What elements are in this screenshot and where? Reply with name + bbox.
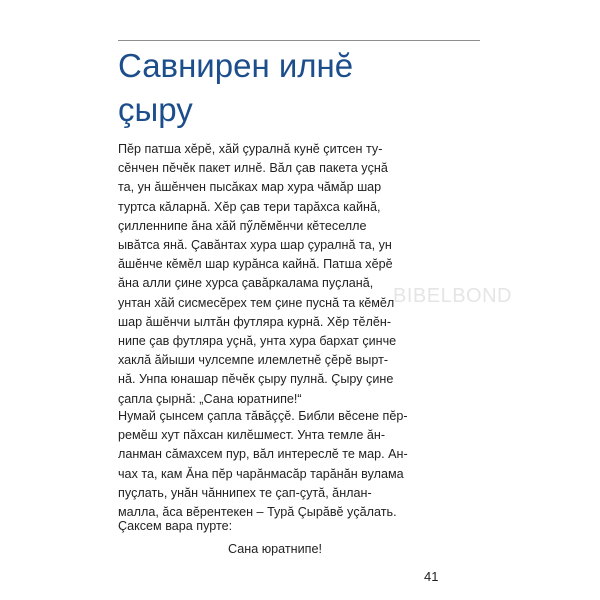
chapter-title-line-2: çыру	[118, 91, 193, 128]
text-line: та, ун ăшĕнчен пысăках мар хура чăмăр шар	[118, 180, 382, 195]
text-line: ланман сăмахсем пур, вăл интереслĕ те мар. Ан-	[118, 447, 408, 462]
text-line: малла, ăса вĕрентекен – Турă Çырăвĕ уçăлать.	[118, 505, 397, 520]
text-line: ăна алли çине хурса çавăркалама пуçланă,	[118, 276, 374, 291]
paragraph-story	[118, 140, 480, 409]
chapter-title	[118, 44, 478, 132]
chapter-title-line-1: Савнирен илнĕ	[118, 47, 354, 84]
page-number: 41	[424, 569, 439, 584]
text-line: сĕнчен пĕчĕк пакет илнĕ. Вăл çав пакета уçнă	[118, 161, 388, 176]
text-line: ывăтса янă. Çавăнтах хура шар çуралнă та, ун	[118, 238, 392, 253]
text-line: çапла çырнă: „Сана юратнипе!“	[118, 391, 302, 406]
paragraph-bible	[118, 407, 480, 522]
text-line: пуçлать, унăн чăннипех те çап-çутă, ăнлан-	[118, 485, 372, 500]
greeting-line: Çаксем вара пурте:	[118, 519, 233, 533]
signature-line: Сана юратнипе!	[228, 542, 322, 556]
watermark-text: BIBELBOND	[393, 285, 512, 307]
text-line: Нумай çынсем çапла тăвăççĕ. Библи вĕсене пĕр-	[118, 409, 408, 423]
text-line: ремĕш хут пăхсан килĕшмест. Унта темле ăн-	[118, 428, 386, 443]
text-line: унтан хăй сисмесĕрех тем çине пуснă та кĕмĕл	[118, 295, 395, 310]
text-line: çилленнипе ăна хăй пӳлĕмĕнчи кĕтеселле	[118, 218, 367, 233]
text-line: хаклă ăйыши чулсемпе илемлетнĕ çĕрĕ вырт-	[118, 353, 389, 368]
text-line: нă. Унпа юнашар пĕчĕк çыру пулнă. Çыру çине	[118, 372, 394, 387]
text-line: Пĕр патша хĕрĕ, хăй çуралнă кунĕ çитсен ту-	[118, 142, 383, 156]
text-line: шар ăшĕнчи ылтăн футляра курнă. Хĕр тĕлĕн-	[118, 314, 392, 329]
text-line: туртса кăларнă. Хĕр çав тери тарăхса кайнă,	[118, 199, 381, 214]
text-line: чах та, кам Ăна пĕр чарăнмасăр тарăнăн вулама	[118, 466, 404, 481]
title-divider	[118, 40, 480, 41]
text-line: ăшĕнче кĕмĕл шар курăнса кайнă. Патша хĕрĕ	[118, 257, 393, 272]
text-line: нипе çав футляра уçнă, унта хура бархат çинче	[118, 334, 397, 349]
